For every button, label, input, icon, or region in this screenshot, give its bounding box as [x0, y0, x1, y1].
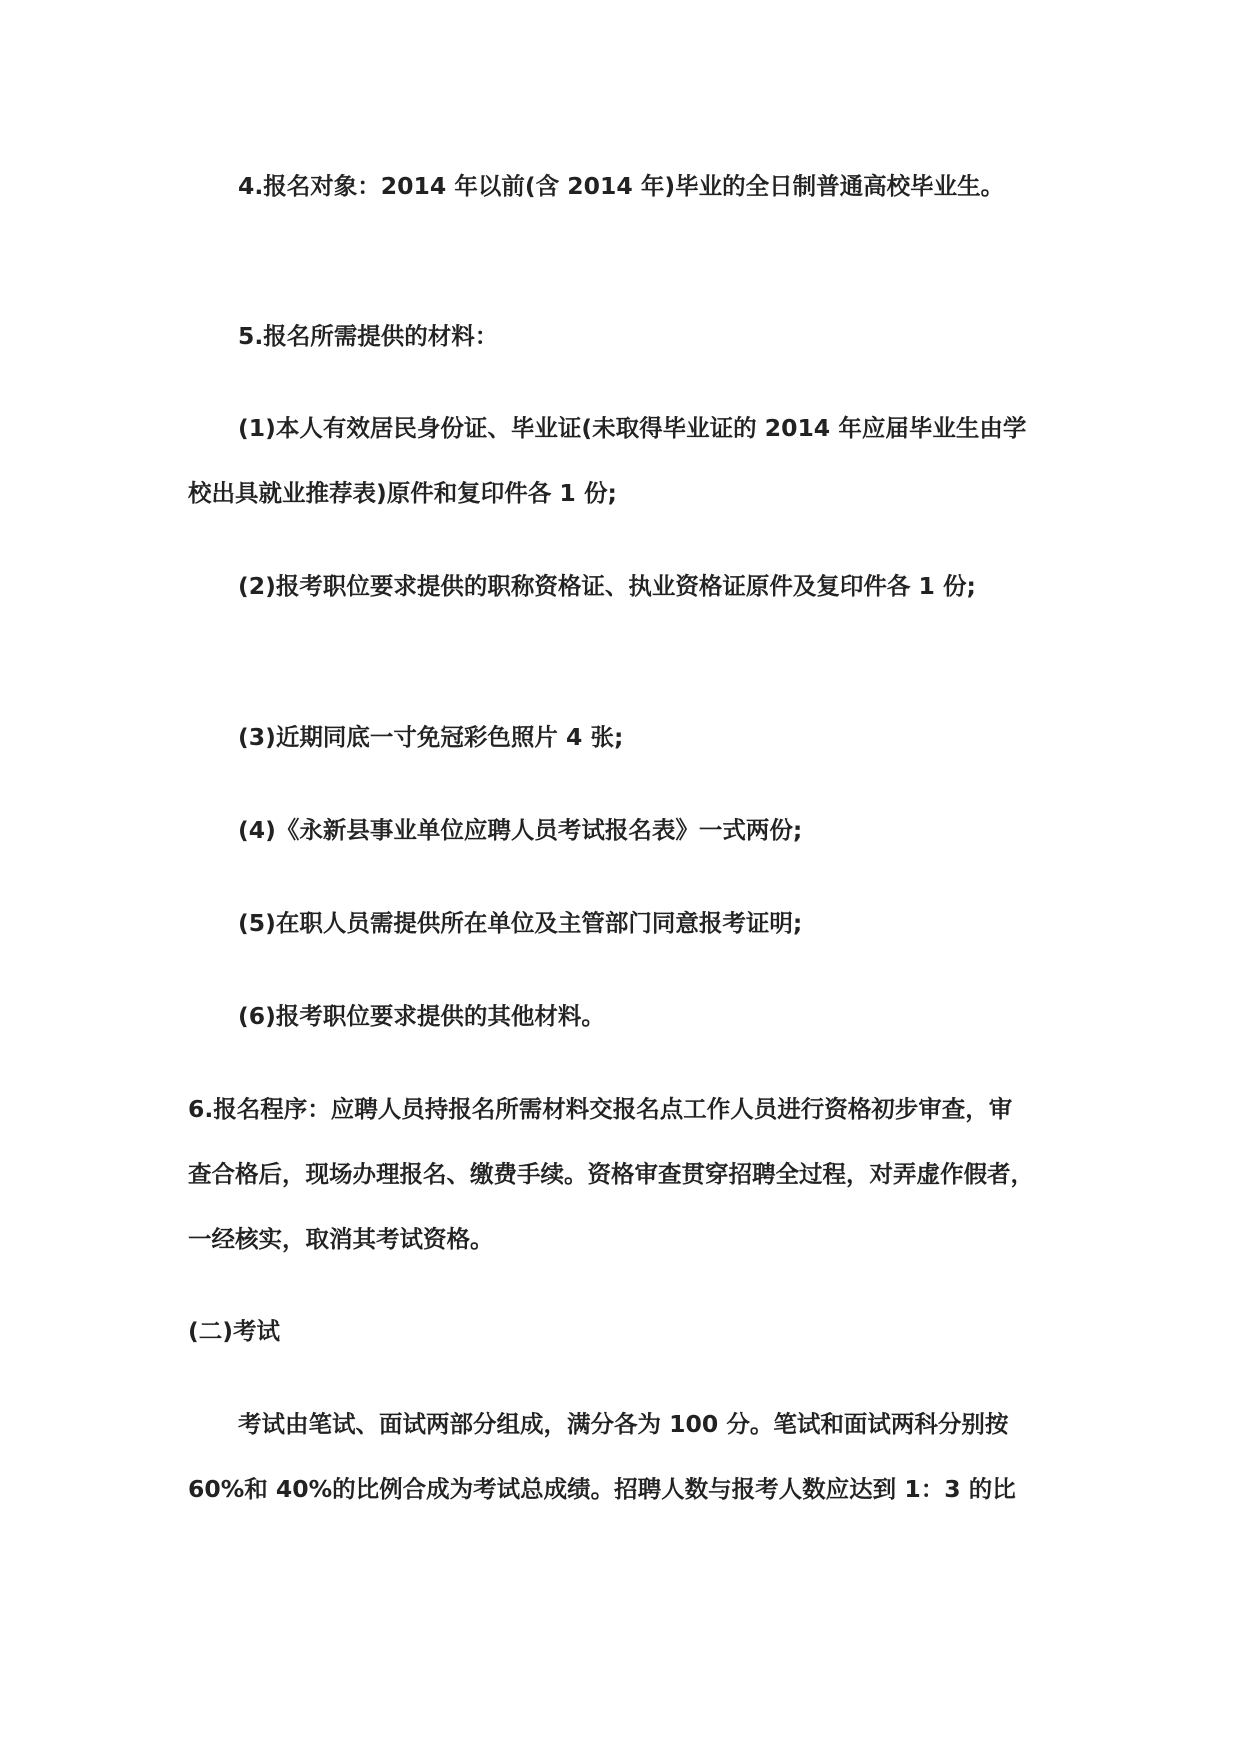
paragraph-registration-procedure-line-2: 查合格后，现场办理报名、缴费手续。资格审查贯穿招聘全过程，对弄虚作假者，	[188, 1160, 1034, 1188]
list-item-material-3: (3)近期同底一寸免冠彩色照片 4 张;	[238, 723, 624, 751]
section-heading-exam: (二)考试	[188, 1317, 280, 1345]
list-item-material-1: (1)本人有效居民身份证、毕业证(未取得毕业证的 2014 年应届毕业生由学	[238, 414, 1027, 442]
paragraph-registration-eligibility: 4.报名对象：2014 年以前(含 2014 年)毕业的全日制普通高校毕业生。	[238, 172, 1005, 200]
paragraph-exam-composition-line-2: 60%和 40%的比例合成为考试总成绩。招聘人数与报考人数应达到 1：3 的比	[188, 1475, 1016, 1503]
paragraph-registration-procedure: 6.报名程序：应聘人员持报名所需材料交报名点工作人员进行资格初步审查，审	[188, 1095, 1013, 1123]
paragraph-exam-composition: 考试由笔试、面试两部分组成，满分各为 100 分。笔试和面试两科分别按	[238, 1410, 1009, 1438]
list-item-material-2: (2)报考职位要求提供的职称资格证、执业资格证原件及复印件各 1 份;	[238, 572, 976, 600]
paragraph-registration-procedure-line-3: 一经核实，取消其考试资格。	[188, 1225, 494, 1253]
list-item-material-5: (5)在职人员需提供所在单位及主管部门同意报考证明;	[238, 909, 803, 937]
list-item-material-4: (4)《永新县事业单位应聘人员考试报名表》一式两份;	[238, 816, 803, 844]
paragraph-required-materials-heading: 5.报名所需提供的材料：	[238, 322, 499, 350]
list-item-material-6: (6)报考职位要求提供的其他材料。	[238, 1002, 605, 1030]
list-item-material-1-continued: 校出具就业推荐表)原件和复印件各 1 份;	[188, 479, 617, 507]
